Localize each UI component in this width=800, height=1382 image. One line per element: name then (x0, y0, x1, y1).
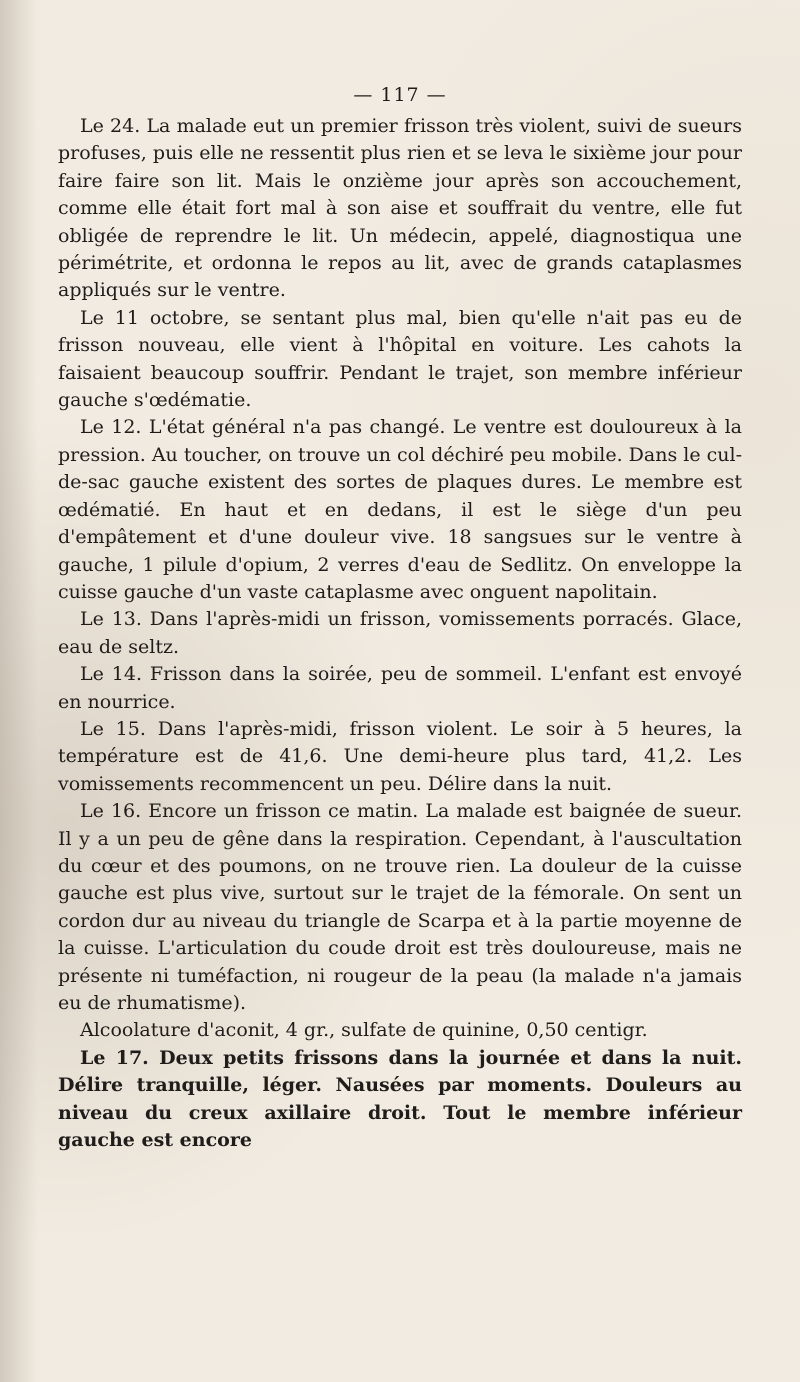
paragraph-le-15: Le 15. Dans l'après-midi, frisson violent. Le soir à 5 heures, la température est de 41,6. Une demi-heure plus tard, 41,2. Les vomissements recommencent un peu. Délire dans la nuit. (58, 717, 742, 795)
paragraph-le-24: Le 24. La malade eut un premier frisson très violent, suivi de sueurs profuses, puis elle ne ressentit plus rien et se leva le sixième jour pour faire faire son lit. Mais le onzième jour après son accouchement, comme elle était fort mal à son aise et souffrait du ventre, elle fut obligée de reprendre le lit. Un médecin, appelé, diagnostiqua une périmétrite, et ordonna le repos au lit, avec de grands cataplasmes appliqués sur le ventre. (58, 115, 742, 302)
page-number: — 117 — (353, 84, 447, 106)
paragraph-alcoolature: Alcoolature d'aconit, 4 gr., sulfate de quinine, 0,50 centigr. (80, 1019, 648, 1042)
paragraph-le-16: Le 16. Encore un frisson ce matin. La malade est baignée de sueur. Il y a un peu de gêne dans la respiration. Cependant, à l'auscultation du cœur et des poumons, on ne trouve rien. La douleur de la cuisse gauche est plus vive, surtout sur le trajet de la fémorale. On sent un cordon dur au niveau du triangle de Scarpa et à la partie moyenne de la cuisse. L'articulation du coude droit est très douloureuse, mais ne présente ni tuméfaction, ni rougeur de la peau (la malade n'a jamais eu de rhumatisme). (58, 800, 742, 1014)
paragraph-le-14: Le 14. Frisson dans la soirée, peu de sommeil. L'enfant est envoyé en nourrice. (58, 663, 742, 713)
paragraph-le-12: Le 12. L'état général n'a pas changé. Le ventre est douloureux à la pression. Au toucher, on trouve un col déchiré peu mobile. Dans le cul-de-sac gauche existent des sortes de plaques dures. Le membre est œdématié. En haut et en dedans, il est le siège d'un peu d'empâtement et d'une douleur vive. 18 sangsues sur le ventre à gauche, 1 pilule d'opium, 2 verres d'eau de Sedlitz. On enveloppe la cuisse gauche d'un vaste cataplasme avec onguent napolitain. (58, 416, 742, 603)
paragraph-le-17: Le 17. Deux petits frissons dans la journée et dans la nuit. Délire tranquille, léger. Nausées par moments. Douleurs au niveau du creux axillaire droit. Tout le membre inférieur gauche est encore (58, 1046, 742, 1152)
paragraph-le-13: Le 13. Dans l'après-midi un frisson, vomissements porracés. Glace, eau de seltz. (58, 608, 742, 658)
paragraph-le-11-octobre: Le 11 octobre, se sentant plus mal, bien qu'elle n'ait pas eu de frisson nouveau, elle vient à l'hôpital en voiture. Les cahots la faisaient beaucoup souffrir. Pendant le trajet, son membre inférieur gauche s'œdématie. (58, 306, 742, 412)
body-text (58, 113, 742, 1154)
binding-shadow (0, 0, 38, 1382)
